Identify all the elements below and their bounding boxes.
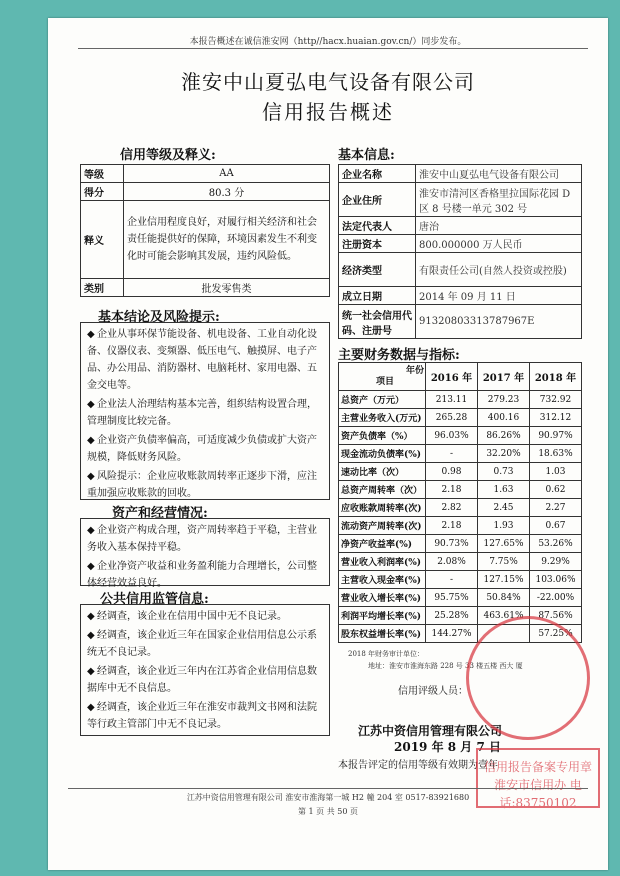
header-note: 本报告概述在诚信淮安网（http//hacx.huaian.gov.cn/）同步发布。: [189, 37, 467, 47]
corner-cell: 年份 项目: [339, 363, 426, 391]
list-item: ◆ 企业法人治理结构基本完善，组织结构设置合理，管理制度比较完备。: [87, 399, 317, 427]
table-row: [339, 463, 582, 481]
metric-value: 279.23: [478, 391, 530, 409]
metric-value: 2.18: [426, 517, 478, 535]
metric-name: 利润平均增长率(%): [339, 607, 426, 625]
year-header: 2018 年: [530, 363, 582, 391]
year-header: 2016 年: [426, 363, 478, 391]
metric-name: 现金流动负债率(%): [339, 445, 426, 463]
report-title: 信用报告概述: [262, 100, 394, 124]
metric-name: 股东权益增长率(%): [339, 625, 426, 643]
issuer-company: 江苏中资信用管理有限公司: [358, 724, 503, 738]
finance-heading: 主要财务数据与指标:: [338, 348, 460, 363]
supervision-box: [80, 604, 330, 736]
company-seal-stamp: [466, 616, 590, 740]
info-label: 法定代表人: [339, 217, 416, 235]
credit-heading: 信用等级及释义:: [120, 148, 216, 163]
metric-value: 2.27: [530, 499, 582, 517]
metric-value: 87.56%: [530, 607, 582, 625]
metric-value: 57.25%: [530, 625, 582, 643]
header-divider: [78, 48, 588, 49]
finance-table: [338, 362, 582, 643]
issue-date: 2019 年 8 月 7 日: [394, 740, 501, 754]
footer-divider: [68, 788, 588, 789]
basic-info-table: [338, 164, 582, 339]
info-value: 800.000000 万人民币: [416, 235, 582, 253]
metric-value: 0.62: [530, 481, 582, 499]
list-item: ◆ 经调查，该企业近三年内在江苏省企业信用信息数据库中无不良信息。: [87, 666, 317, 694]
metric-value: 95.75%: [426, 589, 478, 607]
metric-value: 90.97%: [530, 427, 582, 445]
metric-value: 463.61%: [478, 607, 530, 625]
metric-name: 主营收入现金率(%): [339, 571, 426, 589]
footer-contact: 江苏中资信用管理有限公司 淮安市淮海第一城 H2 幢 204 室 0517-83921680: [186, 793, 470, 802]
metric-value: -: [426, 571, 478, 589]
metric-value: 25.28%: [426, 607, 478, 625]
info-value: 2014 年 09 月 11 日: [416, 287, 582, 305]
metric-value: 2.08%: [426, 553, 478, 571]
table-row: [339, 571, 582, 589]
metric-name: 应收账款周转率(次): [339, 499, 426, 517]
info-value: 淮安市清河区香格里拉国际花园 D 区 8 号楼一单元 302 号: [416, 183, 582, 217]
company-title: 淮安中山夏弘电气设备有限公司: [181, 70, 475, 94]
assets-heading: 资产和经营情况:: [112, 506, 208, 521]
info-label: 经济类型: [339, 253, 416, 287]
table-row: [339, 427, 582, 445]
info-value: 91320803313787967E: [416, 305, 582, 339]
table-row: [339, 391, 582, 409]
table-row: [339, 535, 582, 553]
metric-value: 96.03%: [426, 427, 478, 445]
metric-value: 400.16: [478, 409, 530, 427]
metric-value: 2.45: [478, 499, 530, 517]
metric-value: 32.20%: [478, 445, 530, 463]
rater-label: 信用评级人员：: [398, 686, 468, 697]
table-row: [339, 553, 582, 571]
metric-value: 90.73%: [426, 535, 478, 553]
metric-value: 9.29%: [530, 553, 582, 571]
metric-value: 265.28: [426, 409, 478, 427]
list-item: ◆ 经调查，该企业在信用中国中无不良记录。: [87, 611, 287, 622]
basic-info-heading: 基本信息:: [338, 148, 395, 163]
metric-value: 0.98: [426, 463, 478, 481]
list-item: ◆ 企业资产负债率偏高，可适度减少负债或扩大资产规模，降低财务风险。: [87, 435, 317, 463]
metric-name: 总资产（万元）: [339, 391, 426, 409]
score-value: 80.3 分: [124, 183, 330, 201]
list-item: ◆ 经调查，该企业近三年在国家企业信用信息公示系统无不良记录。: [87, 630, 317, 658]
score-label: 得分: [81, 183, 124, 201]
category-value: 批发零售类: [124, 279, 330, 297]
metric-value: 18.63%: [530, 445, 582, 463]
metric-value: 7.75%: [478, 553, 530, 571]
year-header: 2017 年: [478, 363, 530, 391]
filing-stamp-text: 信用报告备案专用章 淮安市信用办 电话:83750102: [483, 760, 592, 810]
metric-value: 732.92: [530, 391, 582, 409]
metric-value: 1.63: [478, 481, 530, 499]
metric-value: 213.11: [426, 391, 478, 409]
supervision-heading: 公共信用监管信息:: [100, 592, 209, 607]
table-row: [339, 409, 582, 427]
info-label: 企业住所: [339, 183, 416, 217]
info-label: 企业名称: [339, 165, 416, 183]
metric-name: 资产负债率（%）: [339, 427, 426, 445]
risk-box: [80, 322, 330, 500]
metric-value: 127.65%: [478, 535, 530, 553]
metric-name: 流动资产周转率(次): [339, 517, 426, 535]
table-row: [339, 517, 582, 535]
info-label: 统一社会信用代码、注册号: [339, 305, 416, 339]
metric-value: -22.00%: [530, 589, 582, 607]
metric-value: 1.93: [478, 517, 530, 535]
metric-name: 速动比率（次）: [339, 463, 426, 481]
report-page: [48, 18, 608, 870]
metric-value: 86.26%: [478, 427, 530, 445]
metric-value: -: [426, 445, 478, 463]
metric-name: 净资产收益率(%): [339, 535, 426, 553]
metric-value: 312.12: [530, 409, 582, 427]
list-item: ◆ 企业从事环保节能设备、机电设备、工业自动化设备、仪器仪表、变频器、低压电气、触摸屏、电子产品、办公用品、消防器材、电脑耗材、家用电器、五金交电等。: [87, 329, 317, 391]
info-value: 淮安中山夏弘电气设备有限公司: [416, 165, 582, 183]
metric-name: 主营业务收入(万元): [339, 409, 426, 427]
metric-name: 营业收入利润率(%): [339, 553, 426, 571]
table-row: [339, 589, 582, 607]
metric-value: 0.67: [530, 517, 582, 535]
definition-label: 释义: [81, 201, 124, 279]
assets-box: [80, 518, 330, 589]
list-item: ◆ 风险提示：企业应收账款周转率正逐步下滑，应注重加强应收账款的回收。: [87, 471, 317, 499]
info-value: 有限责任公司(自然人投资或控股): [416, 253, 582, 287]
grade-value: AA: [124, 165, 330, 183]
metric-value: 50.84%: [478, 589, 530, 607]
category-label: 类别: [81, 279, 124, 297]
list-item: ◆ 企业净资产收益和业务盈利能力合理增长，公司整体经营效益良好。: [87, 561, 317, 589]
metric-value: 2.18: [426, 481, 478, 499]
metric-value: 1.03: [530, 463, 582, 481]
grade-label: 等级: [81, 165, 124, 183]
metric-value: 144.27%: [426, 625, 478, 643]
table-row: [339, 445, 582, 463]
info-label: 成立日期: [339, 287, 416, 305]
metric-value: 127.15%: [478, 571, 530, 589]
metric-value: 53.26%: [530, 535, 582, 553]
metric-name: 总资产周转率（次）: [339, 481, 426, 499]
metric-value: 103.06%: [530, 571, 582, 589]
info-label: 注册资本: [339, 235, 416, 253]
table-row: [339, 481, 582, 499]
page-number: 第 1 页 共 50 页: [298, 807, 358, 816]
metric-value: 2.82: [426, 499, 478, 517]
info-value: 唐治: [416, 217, 582, 235]
finance-note-2: 地址：淮安市淮海东路 228 号 33 楼五楼 西大 厦: [368, 662, 523, 670]
table-row: [339, 499, 582, 517]
metric-name: 营业收入增长率(%): [339, 589, 426, 607]
metric-value: 0.73: [478, 463, 530, 481]
definition-value: 企业信用程度良好，对履行相关经济和社会责任能提供好的保障，环境因素发生不利变化时可能会影响其发展，违约风险低。: [124, 201, 330, 279]
risk-heading: 基本结论及风险提示:: [98, 310, 220, 325]
finance-note-1: 2018 年财务审计单位：: [348, 650, 425, 658]
list-item: ◆ 企业资产构成合理，资产周转率趋于平稳，主营业务收入基本保持平稳。: [87, 525, 317, 553]
credit-table: [80, 164, 330, 297]
validity-note: 本报告评定的信用等级有效期为壹年: [338, 760, 498, 771]
list-item: ◆ 经调查，该企业近三年在淮安市裁判文书网和法院等行政主管部门中无不良记录。: [87, 702, 317, 730]
